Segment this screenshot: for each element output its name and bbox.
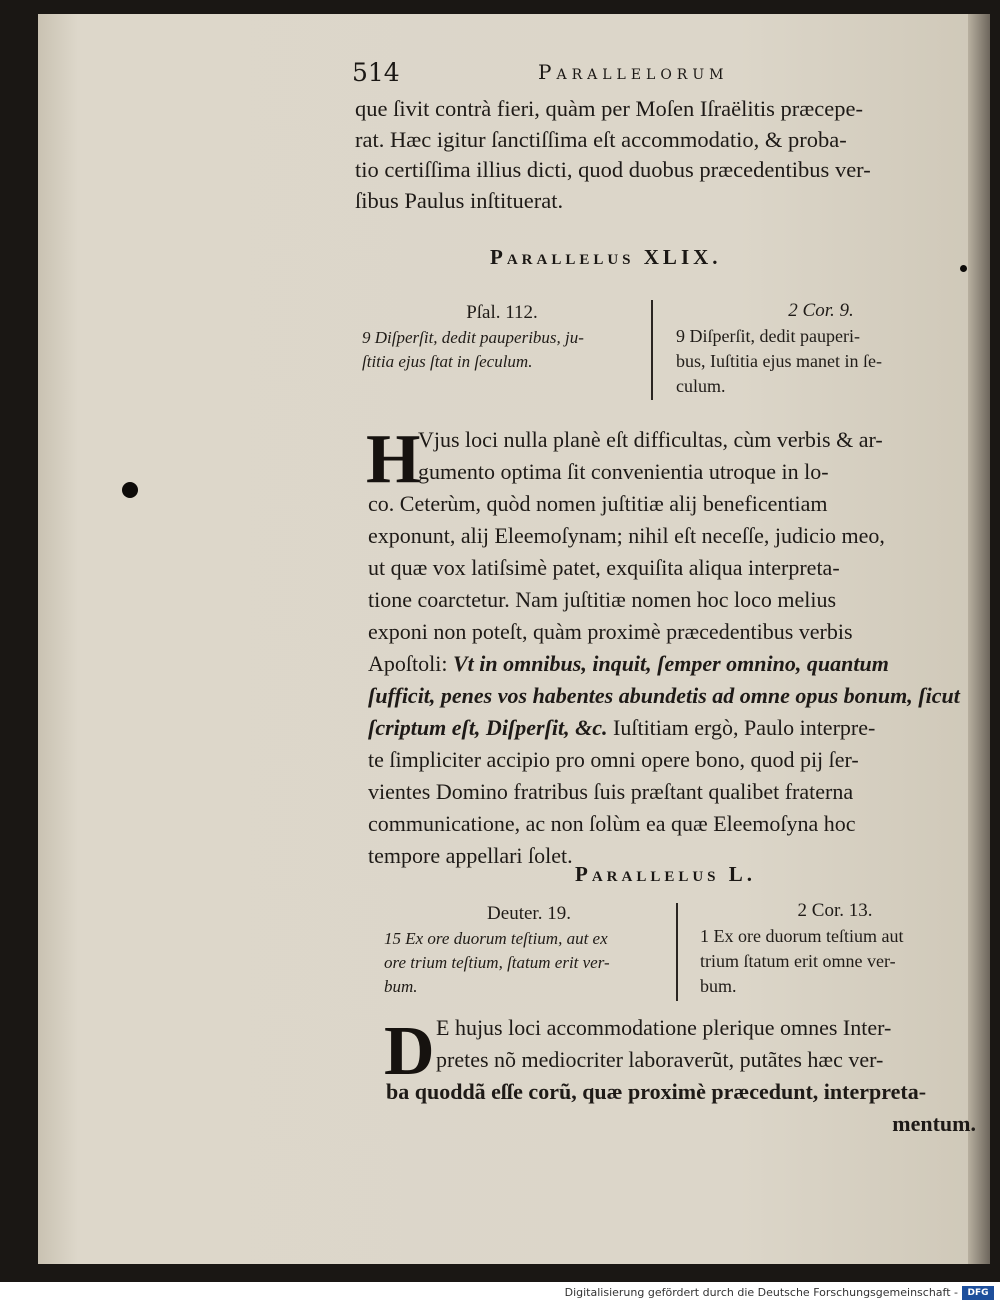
column-divider [651,300,653,400]
italic-quote: ſufficit, penes vos habentes abundetis ad omne opus bonum, ſicut [368,683,960,708]
text-line: te ſimpliciter accipio pro omni opere bono, quod pij ſer- [368,747,859,772]
quote-line: ore trium teſtium, ſtatum erit ver- [384,953,610,972]
page-number: 514 [352,58,400,87]
continuation-paragraph [355,94,955,216]
drop-capital: D [384,1013,435,1090]
right-column-corinthians [700,900,970,999]
section-title-l: Parallelus L. [575,862,757,886]
dfg-logo-icon: DFG [962,1286,994,1300]
text-line: tio certiſſima illius dicti, quod duobus præcedentibus ver- [355,157,871,182]
text-line: vientes Domino fratribus ſuis præſtant qualibet fraterna [368,779,854,804]
quote-line: culum. [676,376,726,396]
digitization-footer [0,1282,1000,1305]
italic-quote: ſcriptum eſt, Diſperſit, &c. [368,715,608,740]
quote-line: bum. [384,977,418,996]
text-line: ut quæ vox latiſsimè patet, exquiſita aliqua interpreta- [368,555,840,580]
text-line: que ſivit contrà fieri, quàm per Moſen Iſraëlitis præcepe- [355,96,863,121]
text-line: gumento optima ſit convenientia utroque in lo- [418,459,829,484]
quote-line: ſtitia ejus ſtat in ſeculum. [362,352,533,371]
quote-line: bum. [700,976,737,996]
left-reference: Deuter. 19. [487,903,571,924]
ink-speck [122,482,138,498]
footer-credit: Digitalisierung gefördert durch die Deutsche Forschungsgemeinschaft - [564,1286,958,1299]
quote-line: 9 Diſperſit, dedit pauperi- [676,326,860,346]
text-line: mentum. [892,1111,976,1136]
quote-line: 15 Ex ore duorum teſtium, aut ex [384,929,608,948]
text-line: exponunt, alij Eleemoſynam; nihil eſt neceſſe, judicio meo, [368,523,885,548]
text-line: tione coarctetur. Nam juſtitiæ nomen hoc loco melius [368,587,837,612]
section-title-xlix: Parallelus XLIX. [490,245,722,269]
text-line: ba quoddã eſſe corũ, quæ proximè præcedunt, interpreta- [386,1079,927,1104]
text-line: co. Ceterùm, quòd nomen juſtitiæ alij beneficentiam [368,491,828,516]
commentary-body [386,1076,976,1140]
text-line: rat. Hæc igitur ſanctiſſima eſt accommodatio, & proba- [355,126,847,152]
quote-line: trium ſtatum erit omne ver- [700,951,896,971]
drop-capital: H [366,421,421,498]
column-divider [676,903,678,1001]
text-line: tempore appellari ſolet. [368,843,573,868]
right-reference: 2 Cor. 13. [797,900,873,921]
text-line: ſibus Paulus inſtituerat. [355,187,564,213]
text-line [368,648,968,680]
text-line: pretes nõ mediocriter laboraverũt, putãtes hæc ver- [436,1047,884,1072]
quote-line: 1 Ex ore duorum teſtium aut [700,926,904,946]
text-fragment: Iuſtitiam ergò, Paulo interpre- [613,715,876,740]
ink-speck [960,265,967,272]
quote-line: 9 Diſperſit, dedit pauperibus, ju- [362,328,584,347]
running-title: Parallelorum [538,60,729,84]
commentary-top [436,1012,976,1076]
text-line: communicatione, ac non ſolùm ea quæ Eleemoſyna hoc [368,811,856,836]
text-fragment: Apoſtoli: [368,651,448,676]
text-line: exponi non poteſt, quàm proximè præcedentibus verbis [368,619,853,644]
left-column-deuteronomy [384,903,674,999]
text-line: E hujus loci accommodatione plerique omnes Inter- [436,1015,892,1040]
text-line [368,712,968,744]
italic-quote: Vt in omnibus, inquit, ſemper omnino, quantum [452,651,889,676]
page-header [352,58,792,94]
right-reference: 2 Cor. 9. [788,300,854,321]
commentary-body [368,488,968,872]
left-reference: Pſal. 112. [466,302,538,323]
text-line: Vjus loci nulla planè eſt difficultas, cùm verbis & ar- [418,427,883,452]
right-column-corinthians [676,300,966,399]
quote-line: bus, Iuſtitia ejus manet in ſe- [676,351,882,371]
commentary-top [418,424,958,488]
left-column-psalm [362,302,642,374]
